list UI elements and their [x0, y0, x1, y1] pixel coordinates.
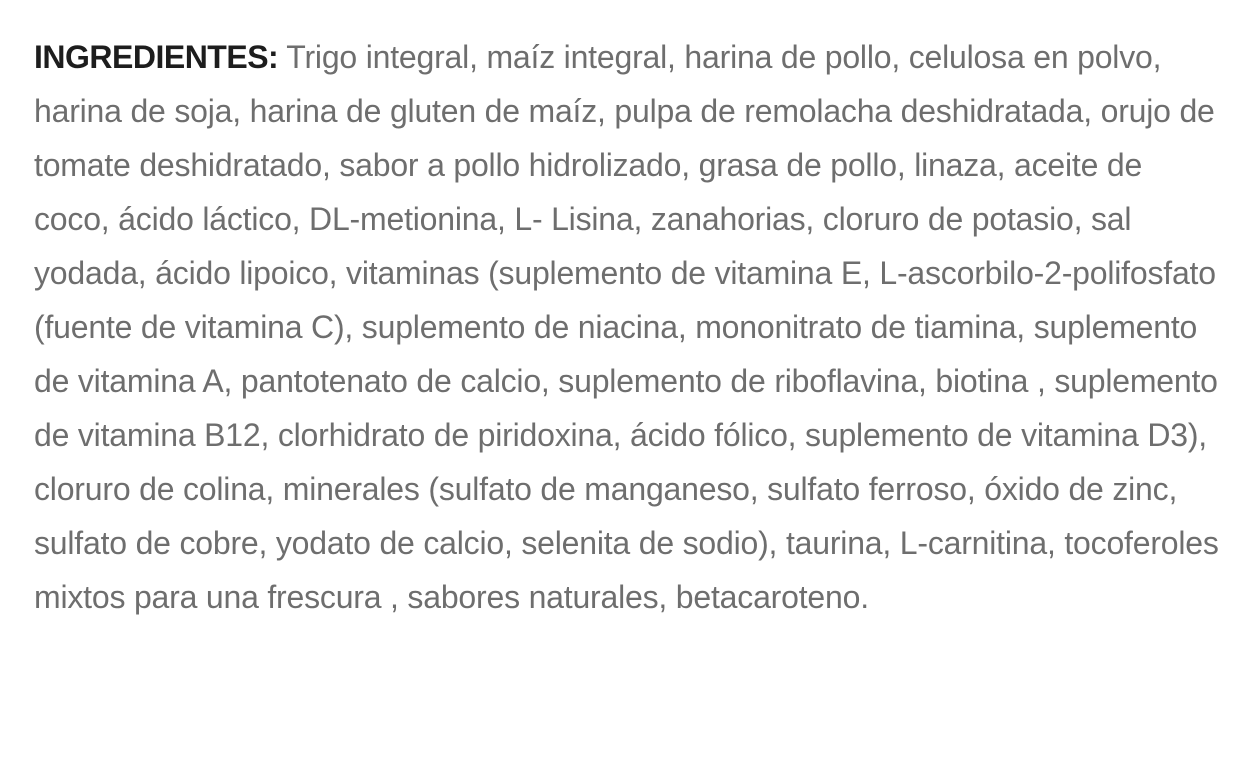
ingredients-label: INGREDIENTES:: [34, 39, 279, 75]
ingredients-text: Trigo integral, maíz integral, harina de pollo, celulosa en polvo, harina de soja, harina de gluten de maíz, pulpa de remolacha deshidratada, orujo de tomate deshidratado, sabor a pollo hidrolizado, grasa de pollo, linaza, aceite de coco, ácido láctico, DL-metionina, L- Lisina, zanahorias, cloruro de potasio, sal yodada, ácido lipoico, vitaminas (suplemento de vitamina E, L-ascorbilo-2-polifosfato (fuente de vitamina C), suplemento de niacina, mononitrato de tiamina, suplemento de vitamina A, pantotenato de calcio, suplemento de riboflavina, biotina , suplemento de vitamina B12, clorhidrato de piridoxina, ácido fólico, suplemento de vitamina D3), cloruro de colina, minerales (sulfato de manganeso, sulfato ferroso, óxido de zinc, sulfato de cobre, yodato de calcio, selenita de sodio), taurina, L-carnitina, tocoferoles mixtos para una frescura , sabores naturales, betacaroteno.: [34, 39, 1219, 615]
ingredients-paragraph: [34, 30, 1226, 624]
